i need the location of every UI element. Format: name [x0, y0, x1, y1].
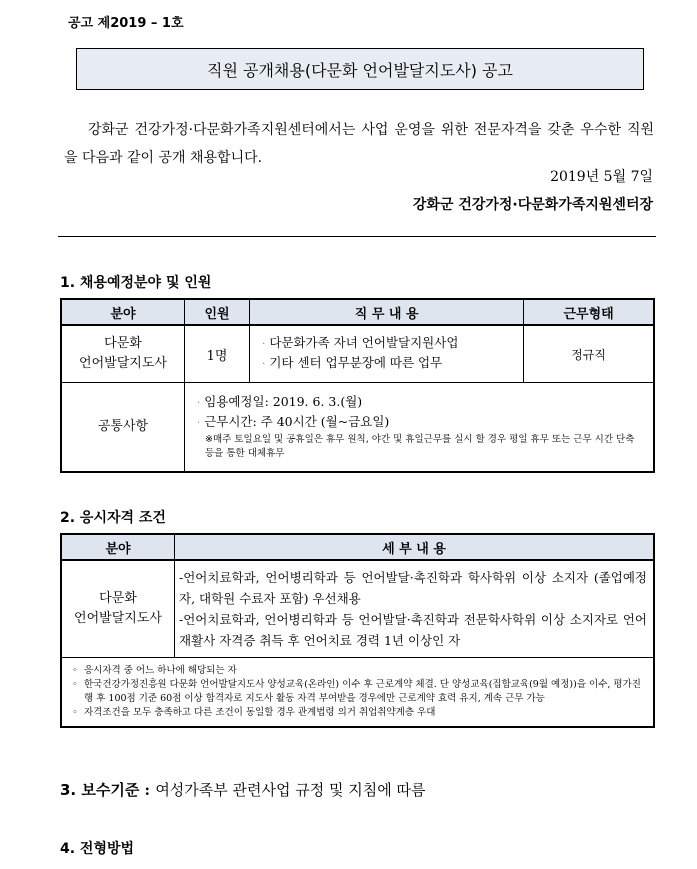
duties-cell — [250, 325, 524, 383]
divider — [58, 236, 656, 237]
field-line2: 언어발달지도사 — [79, 356, 167, 371]
table-header-row — [61, 534, 654, 560]
field-line2: 언어발달지도사 — [74, 611, 162, 626]
notes-cell — [61, 658, 654, 728]
note-item: ◦ 한국건강가정진흥원 다문화 언어발달지도사 양성교육(온라인) 이수 후 근로계약 체결. 단 양성교육(집합교육(9월 예정))을 이수, 평가진행 후 100점 기준 60점 이상 합격자로 지도사 활동 자격 부여받을 경우에만 근로계약 효력 유지, 계속 근무 가능 — [72, 679, 641, 704]
section4-heading: 4. 전형방법 — [60, 841, 135, 857]
notice-date: 2019년 5월 7일 — [550, 169, 653, 185]
type-cell: 정규직 — [524, 325, 654, 383]
duty-item: · 기타 센터 업무분장에 따른 업무 — [262, 355, 443, 370]
qualification-table — [60, 533, 655, 728]
field-cell — [61, 560, 175, 658]
recruitment-table — [60, 298, 655, 473]
page-title — [76, 48, 644, 90]
section2-heading: 2. 응시자격 조건 — [60, 510, 166, 526]
section3-label: 3. 보수기준 — [60, 781, 140, 799]
table-row — [61, 383, 654, 473]
page-title-text: 직원 공개채용(다문화 언어발달지도사) 공고 — [207, 60, 513, 80]
section3-separator: : — [139, 781, 156, 799]
duty-item: · 다문화가족 자녀 언어발달지원사업 — [262, 335, 459, 350]
intro-paragraph: 강화군 건강가정·다문화가족지원센터에서는 사업 운영을 위한 전문자격을 갖춘 우수한 직원을 다음과 같이 공개 채용합니다. — [64, 122, 654, 166]
notice-number: 공고 제2019 – 1호 — [68, 16, 184, 31]
col-field: 분야 — [61, 534, 175, 560]
work-hours: · 근무시간: 주 40시간 (월~금요일) — [197, 414, 390, 429]
common-label: 공통사항 — [61, 383, 185, 473]
signer: 강화군 건강가정·다문화가족지원센터장 — [412, 197, 653, 213]
start-date: · 임용예정일: 2019. 6. 3.(월) — [197, 394, 363, 409]
field-cell — [61, 325, 185, 383]
note-item: ◦ 자격조건을 모두 충족하고 다른 조건이 동일할 경우 관계법령 의거 취업취약계층 우대 — [72, 707, 436, 718]
col-type: 근무형태 — [524, 299, 654, 325]
notes-row — [61, 658, 654, 728]
field-line1: 다문화 — [99, 591, 137, 606]
holiday-note: ※매주 토일요일 및 공휴일은 휴무 원칙, 야간 및 휴일근무를 실시 할 경우 평일 휴무 또는 근무 시간 단축 등을 통한 대체휴무 — [205, 434, 635, 459]
col-duties: 직 무 내 용 — [250, 299, 524, 325]
common-cell — [185, 383, 655, 473]
detail-item: -언어치료학과, 언어병리학과 등 언어발달·촉진학과 학사학위 이상 소지자 (졸업예정자, 대학원 수료자 포함) 우선채용 — [179, 570, 647, 606]
table-header-row — [61, 299, 654, 325]
section3-text: 여성가족부 관련사업 규정 및 지침에 따름 — [155, 781, 426, 799]
col-details: 세 부 내 용 — [175, 534, 655, 560]
count-cell: 1명 — [185, 325, 250, 383]
details-cell — [175, 560, 655, 658]
note-item: ◦ 응시자격 중 어느 하나에 해당되는 자 — [72, 665, 237, 676]
field-line1: 다문화 — [104, 336, 142, 351]
table-row — [61, 325, 654, 383]
section1-heading: 1. 채용예정분야 및 인원 — [60, 275, 212, 291]
table-row — [61, 560, 654, 658]
col-field: 분야 — [61, 299, 185, 325]
section3 — [60, 779, 426, 800]
col-count: 인원 — [185, 299, 250, 325]
detail-item: -언어치료학과, 언어병리학과 등 언어발달·촉진학과 전문학사학위 이상 소지자로 언어재활사 자격증 취득 후 언어치료 경력 1년 이상인 자 — [179, 612, 647, 648]
